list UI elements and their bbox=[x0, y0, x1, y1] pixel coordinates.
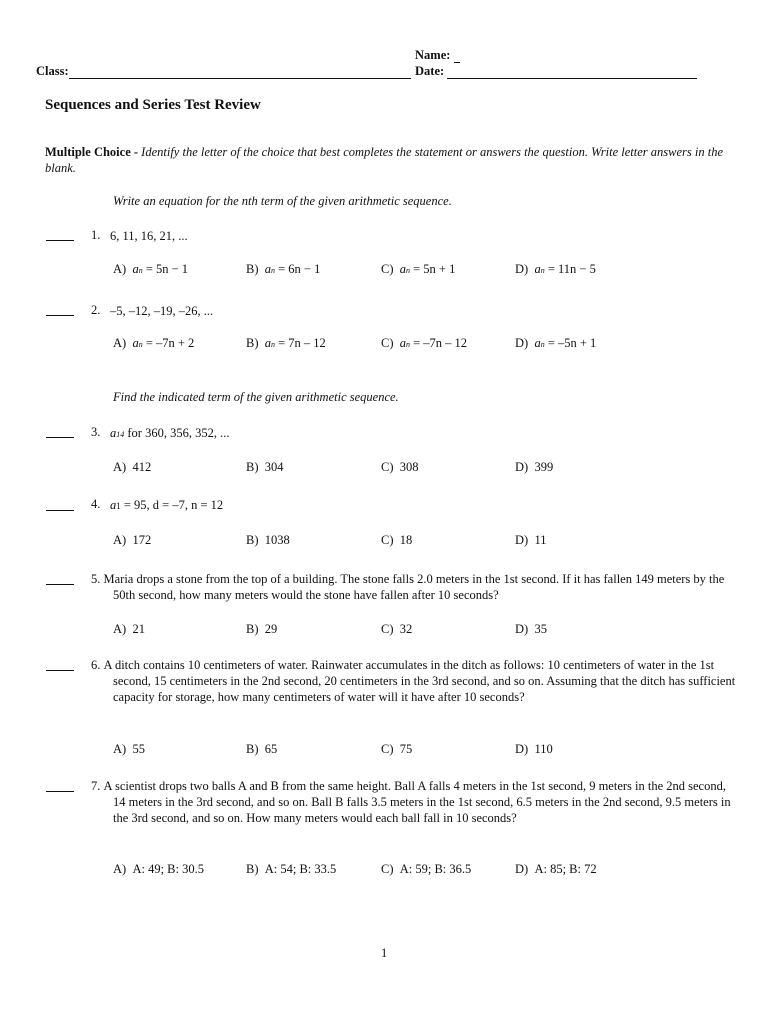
choice-b: B) 65 bbox=[246, 742, 278, 756]
section-instructions-text: Identify the letter of the choice that best completes the statement or answers the question. Write letter answers in the blank. bbox=[45, 145, 724, 175]
question-text: 7. A scientist drops two balls A and B from the same height. Ball A falls 4 meters in the 1st second, 9 meters in the 2nd second, 14 meters in the 3rd second, and so on. Ball B falls 3.5 meters in the 1st second, 6.5 meters in the 2nd second, 9.5 meters in the 3rd second, and so on. How many meters would each ball fall in 10 seconds? bbox=[91, 779, 731, 825]
choice-a: A) 412 bbox=[113, 460, 152, 474]
answer-blank-2[interactable] bbox=[46, 315, 74, 316]
answer-blank-5[interactable] bbox=[46, 584, 74, 585]
question-number: 4. bbox=[91, 497, 101, 511]
question-number: 1. bbox=[91, 228, 101, 242]
choice-b: B) 304 bbox=[246, 460, 284, 474]
choice-d: D) 35 bbox=[515, 622, 547, 636]
choice-c: C) A: 59; B: 36.5 bbox=[381, 862, 472, 876]
choice-b: B) 29 bbox=[246, 622, 278, 636]
question-text: –5, –12, –19, –26, ... bbox=[110, 304, 214, 318]
name-field[interactable] bbox=[415, 48, 460, 63]
class-field[interactable] bbox=[36, 64, 411, 79]
choice-d: D) an = –5n + 1 bbox=[515, 336, 597, 350]
choice-d: D) 11 bbox=[515, 533, 547, 547]
prompt-nth-term: Write an equation for the nth term of the given arithmetic sequence. bbox=[113, 194, 452, 208]
answer-blank-1[interactable] bbox=[46, 240, 74, 241]
choice-c: C) an = –7n – 12 bbox=[381, 336, 468, 350]
class-underline bbox=[69, 66, 411, 79]
choice-b: B) 1038 bbox=[246, 533, 290, 547]
answer-blank-6[interactable] bbox=[46, 670, 74, 671]
choice-a: A) 55 bbox=[113, 742, 145, 756]
choice-a: A) 21 bbox=[113, 622, 145, 636]
answer-blank-3[interactable] bbox=[46, 437, 74, 438]
name-underline bbox=[454, 50, 460, 63]
class-label: Class: bbox=[36, 64, 69, 78]
date-field[interactable] bbox=[415, 64, 697, 79]
answer-blank-7[interactable] bbox=[46, 791, 74, 792]
question-number: 3. bbox=[91, 425, 101, 439]
choice-d: D) A: 85; B: 72 bbox=[515, 862, 597, 876]
choice-b: B) A: 54; B: 33.5 bbox=[246, 862, 337, 876]
choice-b: B) an = 6n − 1 bbox=[246, 262, 321, 276]
page-number: 1 bbox=[381, 946, 388, 960]
choice-a: A) A: 49; B: 30.5 bbox=[113, 862, 204, 876]
page-title: Sequences and Series Test Review bbox=[45, 97, 261, 113]
answer-blank-4[interactable] bbox=[46, 510, 74, 511]
choice-a: A) 172 bbox=[113, 533, 152, 547]
date-underline bbox=[447, 66, 697, 79]
date-label: Date: bbox=[415, 64, 445, 78]
choice-a: A) an = –7n + 2 bbox=[113, 336, 195, 350]
choice-c: C) an = 5n + 1 bbox=[381, 262, 456, 276]
choice-c: C) 18 bbox=[381, 533, 413, 547]
choice-c: C) 75 bbox=[381, 742, 413, 756]
choice-c: C) 308 bbox=[381, 460, 419, 474]
question-number: 2. bbox=[91, 303, 101, 317]
choice-a: A) an = 5n − 1 bbox=[113, 262, 189, 276]
question-text: a14 for 360, 356, 352, ... bbox=[110, 426, 230, 440]
name-label: Name: bbox=[415, 48, 451, 62]
choice-d: D) 399 bbox=[515, 460, 554, 474]
choice-d: D) an = 11n − 5 bbox=[515, 262, 596, 276]
section-instructions bbox=[45, 144, 725, 176]
prompt-indicated-term: Find the indicated term of the given arithmetic sequence. bbox=[113, 390, 399, 404]
question-text: a1 = 95, d = –7, n = 12 bbox=[110, 498, 224, 512]
choice-d: D) 110 bbox=[515, 742, 553, 756]
choice-b: B) an = 7n – 12 bbox=[246, 336, 326, 350]
question-text: 6. A ditch contains 10 centimeters of water. Rainwater accumulates in the ditch as follows: 10 centimeters of water in the 1st second, 15 centimeters in the 2nd second, 20 centimeters in the 3rd second, and so on. Assuming that the ditch has sufficient capacity for storage, how many centimeters of water will it have after 10 seconds? bbox=[91, 658, 736, 704]
choice-c: C) 32 bbox=[381, 622, 413, 636]
question-text: 5. Maria drops a stone from the top of a building. The stone falls 2.0 meters in the 1st second. If it has fallen 149 meters by the 50th second, how many meters would the stone have fallen after 10 seconds? bbox=[91, 572, 725, 602]
section-label: Multiple Choice - bbox=[45, 145, 139, 159]
question-text: 6, 11, 16, 21, ... bbox=[110, 229, 188, 243]
